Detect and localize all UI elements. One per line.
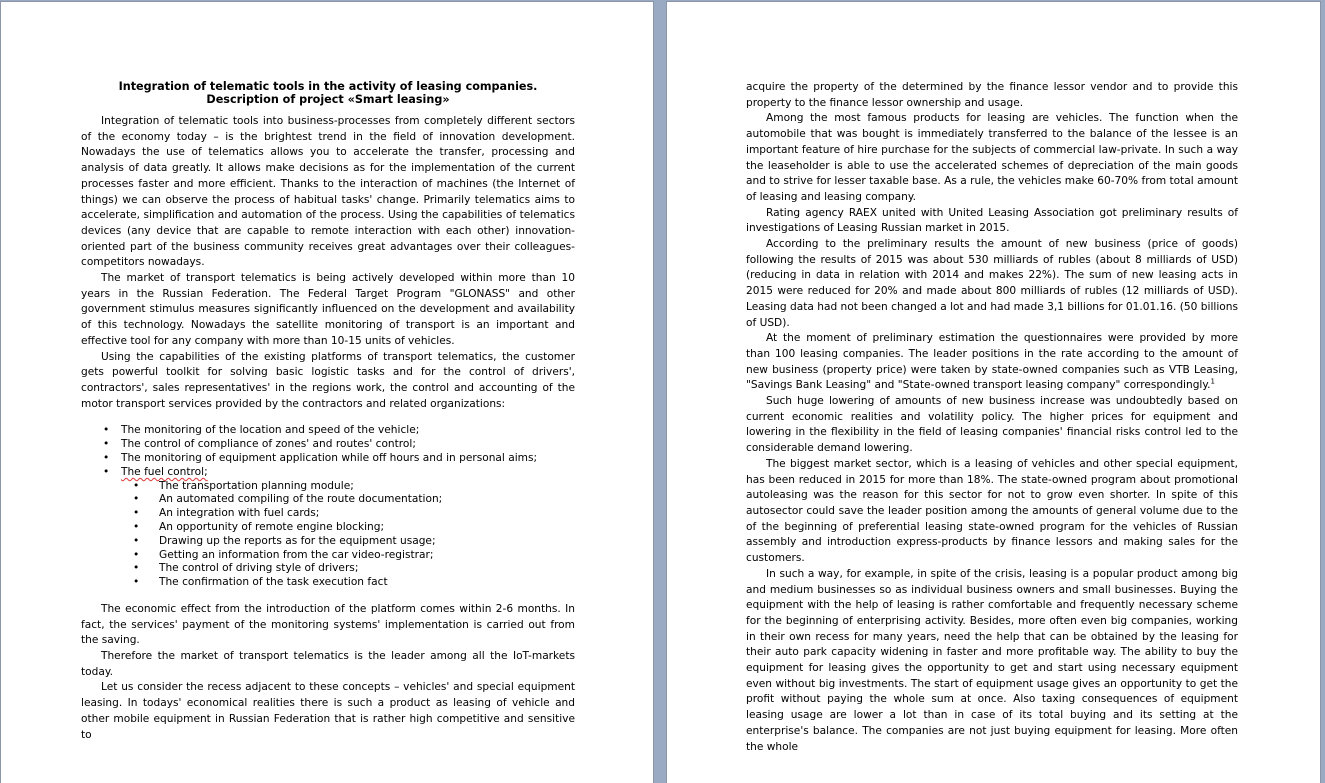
sub-bullet-item: • The transportation planning module; xyxy=(159,480,575,494)
bullet-item: • The control of compliance of zones' and routes' control; xyxy=(121,438,575,452)
paragraph: Rating agency RAEX united with United Leasing Association got preliminary results of investigations of Leasing Russian market in 2015. xyxy=(746,206,1238,235)
paragraph: Using the capabilities of the existing platforms of transport telematics, the customer gets powerful toolkit for solving basic logistic tasks and for the control of drivers', contractors', sales representatives' in the regions work, the control and accounting of the motor transport services provided by the contractors and related organizations: xyxy=(81,350,575,410)
page-left-text-column xyxy=(81,80,575,743)
paragraph: Therefore the market of transport telematics is the leader among all the IoT-markets today. xyxy=(81,650,575,678)
sub-bullet-item: • Drawing up the reports as for the equipment usage; xyxy=(159,535,575,549)
paragraph: acquire the property of the determined by the finance lessor vendor and to provide this property to the finance lessor ownership and usage. xyxy=(746,81,1238,109)
paragraph: The economic effect from the introduction of the platform comes within 2-6 months. In fact, the services' payment of the monitoring systems' implementation is carried out from the saving. xyxy=(81,602,575,647)
paragraph: Integration of telematic tools into business-processes from completely different sectors of the economy today – is the brightest trend in the field of innovation development. Nowadays the use of telematics allows you to accelerate the transfer, processing and analysis of data greatly. It allows make decisions as for the implementation of the current processes faster and more efficient. Thanks to the interaction of machines (the Internet of things) we can observe the process of habitual tasks' change. Primarily telematics aims to accelerate, simplification and automation of the process. Using the capabilities of telematics devices (any device that are capable to remote interaction with each other) innovation-oriented part of the business community receives great advantages over their colleagues-competitors nowadays. xyxy=(81,115,575,269)
paragraph: According to the preliminary results the amount of new business (price of goods) following the results of 2015 was about 530 milliards of rubles (about 8 milliards of USD) (reducing in data in relation with 2014 and makes 22%). The sum of new leasing acts in 2015 were reduced for 20% and made about 800 milliards of rubles (12 milliards of USD). Leasing data had not been changed a lot and had made 3,1 billions for 01.01.16. (50 billions of USD). xyxy=(746,238,1238,329)
sub-bullet-item: • Getting an information from the car video-registrar; xyxy=(159,549,575,563)
page-right-text-column xyxy=(746,80,1238,755)
paragraph: Let us consider the recess adjacent to these concepts – vehicles' and special equipment leasing. In todays' economical realities there is such a product as leasing of vehicle and other mobile equipment in Russian Federation that is rather high competitive and sensitive to xyxy=(81,681,575,741)
paragraph: The market of transport telematics is being actively developed within more than 10 years in the Russian Federation. The Federal Target Program "GLONASS" and other government stimulus measures significantly influenced on the development and availability of this technology. Nowadays the satellite monitoring of transport is an important and effective tool for any company with more than 10-15 units of vehicles. xyxy=(81,272,575,347)
sub-bullet-item: • An automated compiling of the route documentation; xyxy=(159,493,575,507)
sub-bullet-item: • An integration with fuel cards; xyxy=(159,507,575,521)
sub-bullet-item: • The confirmation of the task execution fact xyxy=(159,576,575,590)
document-page-right xyxy=(667,2,1320,783)
sub-bullet-item: • The control of driving style of drivers; xyxy=(159,562,575,576)
paragraph: The biggest market sector, which is a leasing of vehicles and other special equipment, has been reduced in 2015 for more than 18%. The state-owned program about promotional autoleasing was the reason for this sector for not to grow even shorter. In spite of this autosector could save the leader position among the amounts of general volume due to the of the beginning of preferential leasing state-owned program for the vehicles of Russian assembly and introduction express-products by finance lessors and making sales for the customers. xyxy=(746,457,1238,565)
sub-bullet-list xyxy=(121,480,575,590)
bullet-item-label: The fuel control; xyxy=(121,465,208,478)
bullet-list xyxy=(81,424,575,590)
paragraph: Such huge lowering of amounts of new business increase was undoubtedly based on current economic realities and volatility policy. The higher prices for equipment and lowering in the flexibility in the field of leasing companies' financial risks control led to the considerable demand lowering. xyxy=(746,395,1238,455)
paragraph: Among the most famous products for leasing are vehicles. The function when the automobile that was bought is immediately transferred to the balance of the lessee is an important feature of hire purchase for the subjects of commercial law-private. In such a way the leaseholder is able to use the accelerated schemes of depreciation of the main goods and to strive for lesser taxable base. As a rule, the vehicles make 60-70% from total amount of leasing and leasing company. xyxy=(746,112,1238,203)
bullet-item: • The monitoring of equipment application while off hours and in personal aims; xyxy=(121,452,575,466)
sub-bullet-item: • An opportunity of remote engine blocking; xyxy=(159,521,575,535)
bullet-item: • The monitoring of the location and speed of the vehicle; xyxy=(121,424,575,438)
paragraph-text: At the moment of preliminary estimation the questionnaires were provided by more than 100 leasing companies. The leader positions in the rate according to the amount of new business (property price) were taken by state-owned companies such as VTB Leasing, "Savings Bank Leasing" and "State-owned transport leasing company" correspondingly. xyxy=(746,332,1238,392)
document-title: Integration of telematic tools in the activity of leasing companies. Description of project «Smart leasing» xyxy=(118,80,538,106)
bullet-item xyxy=(121,466,575,590)
paragraph xyxy=(746,331,1238,394)
footnote-ref[interactable]: 1 xyxy=(1210,377,1215,386)
document-page-left xyxy=(1,2,653,783)
paragraph: In such a way, for example, in spite of the crisis, leasing is a popular product among big and medium businesses so as individual business owners and small businesses. Buying the equipment with the help of leasing is rather comfortable and frequently necessary scheme for the beginning of enterprising activity. Besides, more often even big companies, working in their own recess for many years, need the help that can be obtained by the leasing for their auto park capacity widening in faster and more profitable way. The ability to buy the equipment for leasing gives the opportunity to get and start using necessary equipment even without big investments. The start of equipment usage gives an opportunity to get the profit without paying the whole sum at once. Also taxing consequences of equipment leasing usage are lower a lot than in case of its total buying and its setting at the enterprise's balance. The companies are not just buying equipment for leasing. More often the whole xyxy=(746,567,1238,753)
